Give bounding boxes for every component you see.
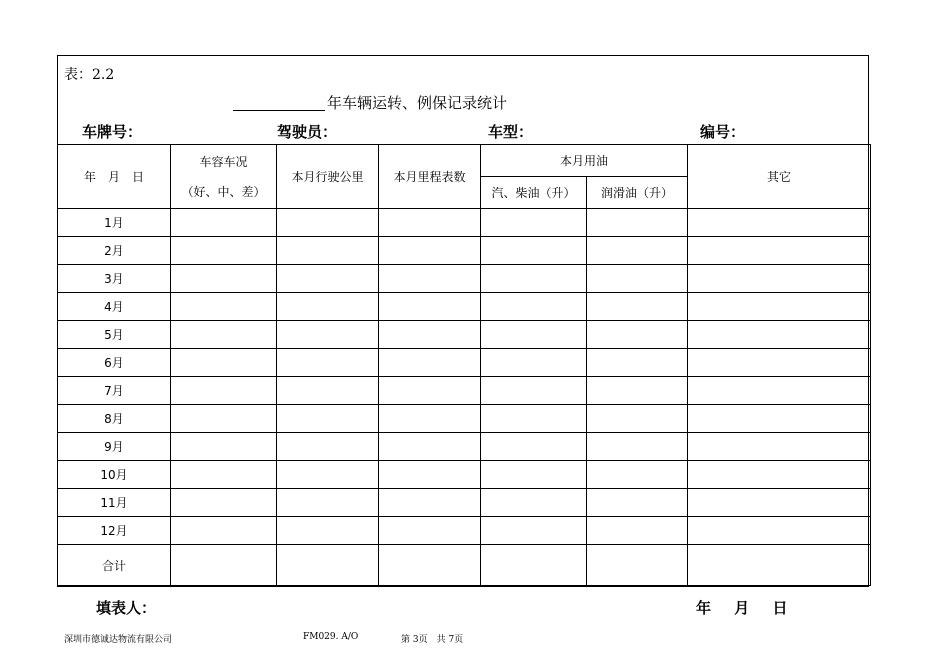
table-cell[interactable] [688, 405, 871, 433]
table-cell[interactable] [481, 433, 587, 461]
table-cell[interactable] [171, 545, 277, 586]
table-row [58, 293, 871, 321]
form-title: 年车辆运转、例保记录统计 [327, 94, 508, 112]
filled-by-label: 填表人： [96, 599, 157, 617]
table-cell[interactable] [481, 489, 587, 517]
table-cell[interactable] [277, 433, 379, 461]
table-row [58, 349, 871, 377]
table-cell[interactable] [587, 237, 688, 265]
title-year-blank [233, 110, 325, 111]
table-cell[interactable] [277, 545, 379, 586]
total-label: 合计 [58, 545, 171, 586]
driver-label: 驾驶员： [277, 123, 338, 141]
header-fuel-lubricant: 润滑油（升） [587, 177, 688, 209]
table-cell[interactable] [587, 265, 688, 293]
table-cell[interactable] [587, 461, 688, 489]
header-fuel-group: 本月用油 [481, 145, 688, 177]
table-cell[interactable] [587, 321, 688, 349]
table-cell[interactable] [171, 293, 277, 321]
table-cell[interactable] [277, 517, 379, 545]
table-cell[interactable] [587, 489, 688, 517]
table-cell[interactable] [379, 405, 481, 433]
month-label: 6月 [58, 349, 171, 377]
model-label: 车型： [488, 123, 534, 141]
month-label: 5月 [58, 321, 171, 349]
header-date: 年 月 日 [58, 145, 171, 209]
table-cell[interactable] [587, 433, 688, 461]
table-cell[interactable] [481, 461, 587, 489]
table-cell[interactable] [171, 489, 277, 517]
month-label: 7月 [58, 377, 171, 405]
table-row [58, 433, 871, 461]
month-label: 10月 [58, 461, 171, 489]
table-cell[interactable] [481, 377, 587, 405]
table-cell[interactable] [587, 517, 688, 545]
table-cell[interactable] [587, 545, 688, 586]
month-label: 9月 [58, 433, 171, 461]
table-cell[interactable] [379, 545, 481, 586]
table-cell[interactable] [379, 377, 481, 405]
month-label: 12月 [58, 517, 171, 545]
table-cell[interactable] [379, 517, 481, 545]
month-label: 8月 [58, 405, 171, 433]
table-cell[interactable] [587, 209, 688, 237]
table-cell[interactable] [688, 265, 871, 293]
table-cell[interactable] [171, 517, 277, 545]
table-row [58, 209, 871, 237]
table-cell[interactable] [277, 265, 379, 293]
table-cell[interactable] [587, 293, 688, 321]
table-cell[interactable] [171, 265, 277, 293]
month-rows [58, 209, 871, 545]
number-label: 编号： [700, 123, 746, 141]
month-label: 4月 [58, 293, 171, 321]
table-cell[interactable] [481, 517, 587, 545]
table-cell[interactable] [688, 349, 871, 377]
table-cell[interactable] [171, 461, 277, 489]
table-cell[interactable] [688, 209, 871, 237]
record-table [57, 144, 871, 586]
table-cell[interactable] [277, 489, 379, 517]
table-cell[interactable] [688, 293, 871, 321]
table-row [58, 489, 871, 517]
table-cell[interactable] [171, 349, 277, 377]
fill-date-label: 年 月 日 [696, 599, 788, 617]
table-cell[interactable] [688, 321, 871, 349]
table-cell[interactable] [171, 377, 277, 405]
table-cell[interactable] [171, 321, 277, 349]
table-cell[interactable] [277, 293, 379, 321]
table-cell[interactable] [379, 489, 481, 517]
table-row [58, 517, 871, 545]
table-cell[interactable] [379, 461, 481, 489]
table-cell[interactable] [379, 209, 481, 237]
table-cell[interactable] [587, 405, 688, 433]
table-row [58, 461, 871, 489]
table-cell[interactable] [688, 517, 871, 545]
table-cell[interactable] [171, 209, 277, 237]
table-row [58, 237, 871, 265]
table-row [58, 265, 871, 293]
table-cell[interactable] [379, 237, 481, 265]
table-cell[interactable] [481, 405, 587, 433]
table-cell[interactable] [277, 349, 379, 377]
month-label: 3月 [58, 265, 171, 293]
table-cell[interactable] [379, 265, 481, 293]
table-cell[interactable] [688, 545, 871, 586]
table-cell[interactable] [277, 321, 379, 349]
table-cell[interactable] [277, 377, 379, 405]
header-monthly-km: 本月行驶公里 [277, 145, 379, 209]
table-cell[interactable] [171, 237, 277, 265]
table-cell[interactable] [481, 293, 587, 321]
footer-company: 深圳市德诚达物流有限公司 [64, 635, 173, 645]
table-cell[interactable] [587, 377, 688, 405]
month-label: 11月 [58, 489, 171, 517]
table-cell[interactable] [688, 237, 871, 265]
table-cell[interactable] [171, 433, 277, 461]
header-other: 其它 [688, 145, 871, 209]
table-cell[interactable] [688, 461, 871, 489]
month-label: 1月 [58, 209, 171, 237]
table-cell[interactable] [688, 433, 871, 461]
table-cell[interactable] [481, 265, 587, 293]
table-cell[interactable] [277, 237, 379, 265]
header-fuel-gas-diesel: 汽、柴油（升） [481, 177, 587, 209]
table-row [58, 405, 871, 433]
table-cell[interactable] [379, 293, 481, 321]
table-cell[interactable] [481, 349, 587, 377]
header-odometer: 本月里程表数 [379, 145, 481, 209]
table-cell[interactable] [379, 433, 481, 461]
month-label: 2月 [58, 237, 171, 265]
table-cell[interactable] [481, 321, 587, 349]
table-cell[interactable] [277, 461, 379, 489]
footer-page: 第 3页 共 7页 [401, 635, 464, 645]
header-condition [171, 145, 277, 209]
table-cell[interactable] [688, 489, 871, 517]
table-cell[interactable] [171, 405, 277, 433]
table-cell[interactable] [379, 321, 481, 349]
table-number: 表：2.2 [64, 67, 115, 83]
header-condition-line1: 车容车况 [199, 154, 248, 169]
table-cell[interactable] [587, 349, 688, 377]
table-row [58, 377, 871, 405]
table-cell[interactable] [481, 209, 587, 237]
table-cell[interactable] [688, 377, 871, 405]
table-cell[interactable] [277, 405, 379, 433]
plate-label: 车牌号： [82, 123, 143, 141]
table-cell[interactable] [277, 209, 379, 237]
header-condition-line2: （好、中、差） [181, 184, 266, 199]
table-cell[interactable] [481, 237, 587, 265]
table-cell[interactable] [379, 349, 481, 377]
table-cell[interactable] [481, 545, 587, 586]
table-row [58, 321, 871, 349]
footer-doc-code: FM029. A/O [303, 632, 359, 642]
